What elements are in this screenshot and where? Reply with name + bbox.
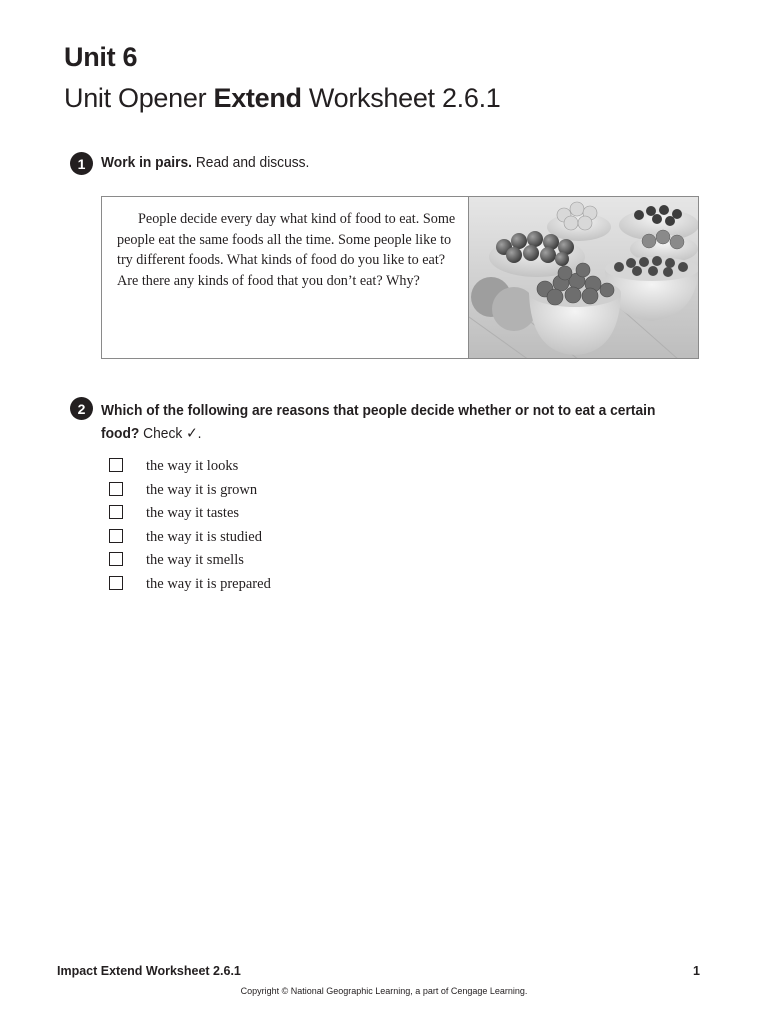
page-number: 1: [693, 964, 700, 978]
title-suffix: Worksheet 2.6.1: [301, 83, 501, 113]
option-label: the way it tastes: [146, 505, 240, 522]
step-1-instruction-bold: Work in pairs.: [101, 154, 193, 171]
checkbox[interactable]: [109, 576, 123, 590]
option-label: the way it is grown: [146, 481, 258, 498]
footer-worksheet-title: Impact Extend Worksheet 2.6.1: [57, 964, 241, 978]
checklist-item: [109, 526, 271, 550]
checklist-item: [109, 549, 271, 573]
checklist-item: [109, 479, 271, 503]
checklist-item: [109, 455, 271, 479]
checklist-item: [109, 502, 271, 526]
reading-box: [101, 196, 699, 359]
title-bold: Extend: [213, 83, 302, 113]
step-2-question: [101, 399, 690, 445]
checklist-item: [109, 573, 271, 597]
checklist: [109, 455, 271, 596]
step-2-question-rest: Check ✓.: [139, 425, 202, 442]
step-1-instruction: [101, 154, 309, 171]
worksheet-title: [64, 83, 501, 114]
copyright-notice: Copyright © National Geographic Learning, a part of Cengage Learning.: [240, 986, 528, 996]
unit-heading: Unit 6: [64, 42, 138, 72]
option-label: the way it is prepared: [146, 575, 271, 592]
option-label: the way it is studied: [146, 528, 262, 545]
checkbox[interactable]: [109, 482, 123, 496]
option-label: the way it smells: [146, 552, 244, 569]
checkbox[interactable]: [109, 505, 123, 519]
step-1-instruction-rest: Read and discuss.: [192, 154, 310, 171]
step-1-number: 1: [70, 152, 93, 175]
checkbox[interactable]: [109, 458, 123, 472]
checkbox[interactable]: [109, 552, 123, 566]
checkbox[interactable]: [109, 529, 123, 543]
option-label: the way it looks: [146, 458, 239, 475]
title-prefix: Unit Opener: [64, 83, 214, 113]
fruit-bowls-photo: [469, 197, 698, 358]
reading-passage: People decide every day what kind of food to eat. Some people eat the same foods all the time. Some people like to try different foods. What kinds of food do you like to eat? Are there any kinds of food that you don’t eat? Why?: [102, 197, 469, 358]
step-2-question-bold: Which of the following are reasons that people decide whether or not to eat a certain food?: [101, 402, 656, 442]
step-2-number: 2: [70, 397, 93, 420]
